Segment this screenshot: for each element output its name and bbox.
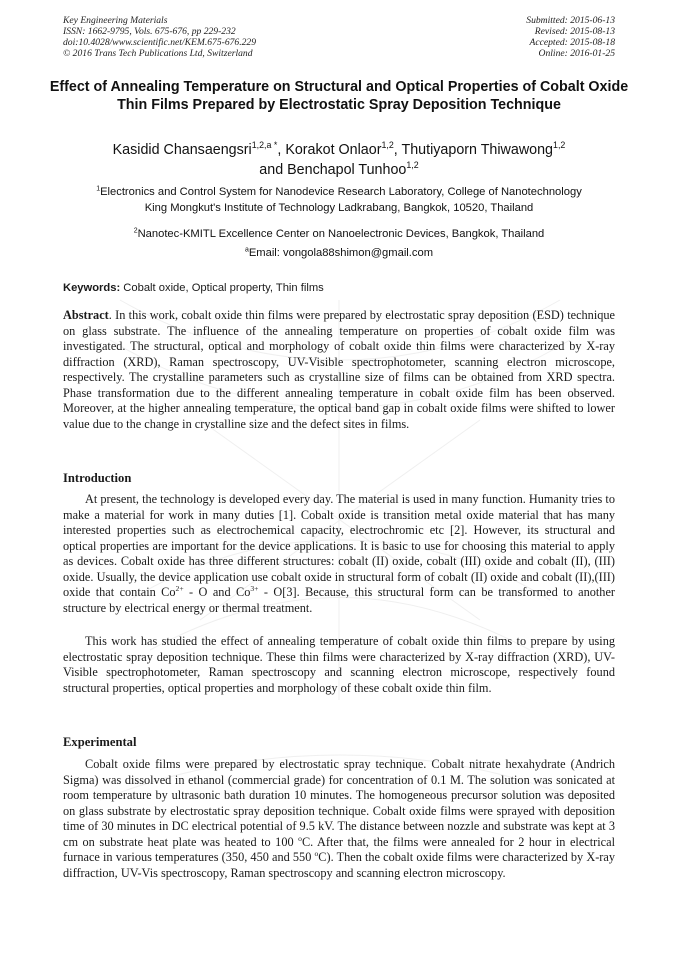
intro-text-part: - O[3]. Because, this structural form can be transformed to another structure by electrical energy or thermal treatment. <box>63 585 616 615</box>
author-name: Kasidid Chansaengsri <box>112 142 252 158</box>
degree-mark: o <box>314 848 319 858</box>
exp-text-part: C. After that, the films were annealed for 2 hour in electrical furnace in various temperatures (350, 450 and 550 <box>63 834 615 864</box>
header-left <box>63 15 256 59</box>
introduction-paragraph-1 <box>63 492 615 616</box>
keywords-text: Cobalt oxide, Optical property, Thin films <box>120 282 324 294</box>
author-separator: , <box>277 142 286 158</box>
author-separator: , <box>393 142 402 158</box>
abstract <box>63 308 615 432</box>
author-list <box>40 140 638 180</box>
revised-date: Revised: 2015-08-13 <box>534 26 615 37</box>
author-name: Thutiyaporn Thiwawong <box>401 142 554 158</box>
copyright: © 2016 Trans Tech Publications Ltd, Switzerland <box>63 48 253 59</box>
author-name: Benchapol Tunhoo <box>287 162 407 178</box>
affiliation-1 <box>40 184 638 216</box>
ion-charge: 3+ <box>250 583 259 593</box>
abstract-label: Abstract <box>63 308 109 322</box>
author-affiliation-mark: 1,2 <box>406 160 419 171</box>
abstract-text: . In this work, cobalt oxide thin films were prepared by electrostatic spray deposition (ESD) technique on glass substrate. The influence of the annealing temperature on properties of cobalt oxide film was investigated. The structural, optical and morphology of cobalt oxide thin films were characterized by X-ray diffraction (XRD), Raman spectroscopy, UV-Visible spectrophotometer, scanning electron microscope, respectively. The crystalline parameters such as crystalline size of films can be obtained from XRD spectra. Phase transformation due to the different annealing temperature in cobalt oxide film has been observed. Moreover, at the higher annealing temperature, the optical band gap in cobalt oxide films were shifted to lower value due to the change in crystalline size and the defect sites in films. <box>63 308 615 431</box>
author-joiner: and <box>259 162 288 178</box>
email-mark: a <box>244 246 249 254</box>
author-affiliation-mark: 1,2,a * <box>251 140 278 151</box>
exp-text-part: Cobalt oxide films were prepared by electrostatic spray technique. Cobalt nitrate hexahydrate (Andrich Sigma) was dissolved in ethanol (commercial grade) for concentration of 0.1 M. The solution was sonicated at room temperature by ultrasonic bath duration 10 minutes. The homogeneous precursor solution was deposited on glass substrate by electrostatic spray deposition technique. Cobalt oxide films were sprayed with deposition time of 30 minutes in DC electrical potential of 9.5 kV. The distance between nozzle and substrate was kept at 3 cm on substrate heat plate was heated to 100 <box>63 757 615 849</box>
corresponding-email <box>40 245 638 261</box>
online-date: Online: 2016-01-25 <box>538 48 615 59</box>
affiliation-2 <box>40 226 638 242</box>
paper-title: Effect of Annealing Temperature on Structural and Optical Properties of Cobalt Oxide Thin Films Prepared by Electrostatic Spray Deposition Technique <box>49 79 629 113</box>
affiliation-2-text: Nanotec-KMITL Excellence Center on Nanoelectronic Devices, Bangkok, Thailand <box>137 228 545 240</box>
ion-charge: 2+ <box>175 583 184 593</box>
doi: doi:10.4028/www.scientific.net/KEM.675-676.229 <box>63 37 257 48</box>
affiliation-mark: 2 <box>133 227 138 235</box>
experimental-paragraph-1 <box>63 757 615 881</box>
author-affiliation-mark: 1,2 <box>553 140 566 151</box>
author-name: Korakot Onlaor <box>285 142 382 158</box>
introduction-paragraph-2: This work has studied the effect of annealing temperature of cobalt oxide thin films to prepare by using electrostatic spray deposition technique. These thin films were characterized by X-ray diffraction (XRD), UV-Visible spectrophotometer, Raman spectroscopy and scanning electron microscope, respectively found structural properties, optical properties and morphology of these cobalt oxide thin film. <box>63 634 615 695</box>
accepted-date: Accepted: 2015-08-18 <box>529 37 615 48</box>
experimental-heading: Experimental <box>63 735 137 749</box>
header-right <box>526 15 615 59</box>
exp-text-part: C). Then the cobalt oxide films were characterized by X-ray diffraction, UV-Vis spectroscopy, Raman spectroscopy and scanning electron microscopy. <box>63 850 615 880</box>
introduction-heading: Introduction <box>63 471 132 485</box>
journal-name: Key Engineering Materials <box>63 15 168 26</box>
issn: ISSN: 1662-9795, Vols. 675-676, pp 229-232 <box>63 26 236 37</box>
degree-mark: o <box>298 833 302 843</box>
affiliation-mark: 1 <box>96 185 101 193</box>
keywords-label: Keywords: <box>63 282 121 294</box>
affiliation-1-line-2: King Mongkut's Institute of Technology Ladkrabang, Bangkok, 10520, Thailand <box>144 202 534 214</box>
keywords <box>63 281 615 295</box>
intro-text-part: At present, the technology is developed every day. The material is used in many function. Humanity tries to make a material for work in many duties [1]. Cobalt oxide is transition metal oxide material that has many interested properties such as electrochemical capacity, electrochromic etc [2]. However, its structural and optical properties are important for the device applications. It is basic to use for choosing this material to apply as devices. Cobalt oxide has three different structures: cobalt (II) oxide, cobalt (III) oxide and cobalt (II), (III) oxide. Usually, the device application use cobalt oxide in structural form of cobalt (II) oxide and cobalt (II),(III) oxide that contain Co <box>63 492 615 599</box>
intro-text-part: - O and Co <box>183 585 251 599</box>
author-affiliation-mark: 1,2 <box>381 140 394 151</box>
email-text: Email: vongola88shimon@gmail.com <box>248 247 434 259</box>
affiliation-1-line-1: Electronics and Control System for Nanodevice Research Laboratory, College of Nanotechnology <box>100 186 582 198</box>
submitted-date: Submitted: 2015-06-13 <box>526 15 615 26</box>
